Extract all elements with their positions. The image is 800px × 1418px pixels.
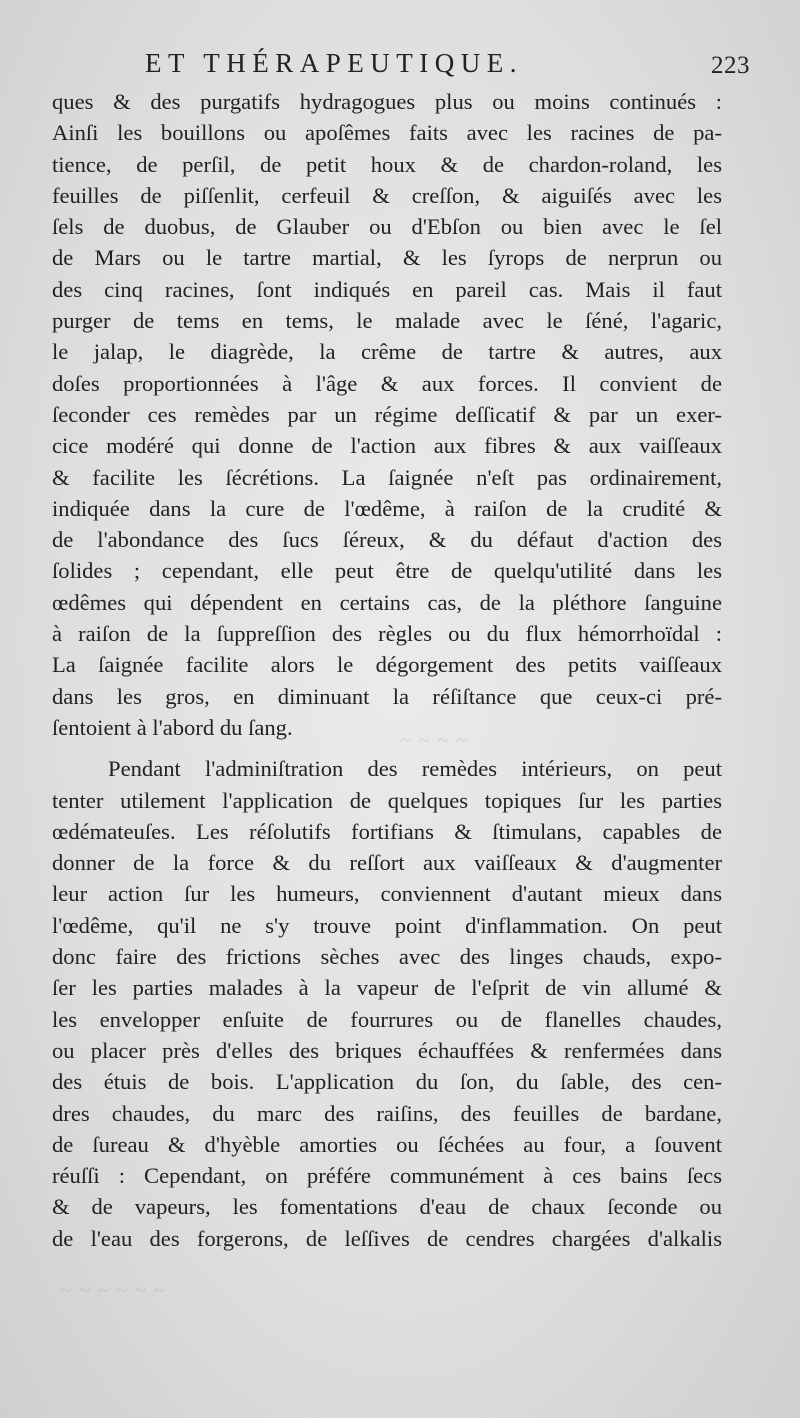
text-line: donner de la force & du reſſort aux vaiſſeaux & d'augmenter [52, 850, 722, 876]
text-line: de ſureau & d'hyèble amorties ou ſéchées au four, a ſouvent [52, 1131, 722, 1157]
body-text [52, 86, 722, 1254]
text-line: leur action ſur les humeurs, conviennent d'autant mieux dans [52, 881, 722, 907]
text-line: doſes proportionnées à l'âge & aux forces. Il convient de [52, 370, 722, 396]
text-line: le jalap, le diagrède, la crême de tartre & autres, aux [52, 339, 722, 365]
text-line: indiquée dans la cure de l'œdême, à raiſon de la crudité & [52, 495, 722, 521]
text-line: ou placer près d'elles des briques échauffées & renfermées dans [52, 1037, 722, 1063]
paragraph-1 [52, 86, 722, 743]
page-header [50, 44, 750, 88]
text-line: ſentoient à l'abord du ſang. [52, 714, 293, 740]
text-line: La ſaignée facilite alors le dégorgement des petits vaiſſeaux [52, 652, 722, 678]
text-line: & de vapeurs, les fomentations d'eau de chaux ſeconde ou [52, 1194, 722, 1220]
text-line: ſeconder ces remèdes par un régime deſſicatif & par un exer- [52, 401, 722, 427]
text-line: Ainſi les bouillons ou apoſêmes faits avec les racines de pa- [52, 120, 722, 146]
text-line: les envelopper enſuite de fourrures ou de flanelles chaudes, [52, 1006, 722, 1032]
show-through-smudge: ~ ~ ~ ~ [400, 728, 469, 752]
text-line: des cinq racines, ſont indiqués en pareil cas. Mais il faut [52, 276, 722, 302]
text-line: ſer les parties malades à la vapeur de l'eſprit de vin allumé & [52, 975, 722, 1001]
text-line: donc faire des frictions sèches avec des linges chauds, expo- [52, 944, 722, 970]
text-line: ſels de duobus, de Glauber ou d'Ebſon ou bien avec le ſel [52, 214, 722, 240]
text-line: à raiſon de la ſuppreſſion des règles ou du flux hémorrhoïdal : [52, 621, 722, 647]
text-line: œdêmes qui dépendent en certains cas, de la pléthore ſanguine [52, 589, 722, 615]
text-line: feuilles de piſſenlit, cerfeuil & creſſon, & aiguiſés avec les [52, 182, 722, 208]
text-line: Pendant l'adminiſtration des remèdes intérieurs, on peut [108, 756, 722, 782]
text-line: tenter utilement l'application de quelques topiques ſur les parties [52, 787, 722, 813]
text-line: ques & des purgatifs hydragogues plus ou moins continués : [52, 89, 722, 114]
text-line: purger de tems en tems, le malade avec le ſéné, l'agaric, [52, 308, 722, 334]
paragraph-2 [52, 753, 722, 1254]
text-line: des étuis de bois. L'application du ſon, du ſable, des cen- [52, 1069, 722, 1095]
text-line: de l'eau des forgerons, de leſſives de cendres chargées d'alkalis [52, 1225, 722, 1251]
show-through-smudge: ~ ~ ~ ~ ~ ~ [60, 1278, 166, 1302]
text-line: œdémateuſes. Les réſolutifs fortifians & ſtimulans, capables de [52, 818, 722, 844]
running-title: ET THÉRAPEUTIQUE. [145, 48, 523, 78]
page-number: 223 [711, 52, 750, 79]
text-line: ſolides ; cependant, elle peut être de quelqu'utilité dans les [52, 558, 722, 584]
text-line: dres chaudes, du marc des raiſins, des feuilles de bardane, [52, 1100, 722, 1126]
paragraph-gap [52, 743, 722, 753]
text-line: l'œdême, qu'il ne s'y trouve point d'inflammation. On peut [52, 912, 722, 938]
text-line: cice modéré qui donne de l'action aux fibres & aux vaiſſeaux [52, 433, 722, 459]
text-line: de l'abondance des ſucs ſéreux, & du défaut d'action des [52, 527, 722, 553]
text-line: dans les gros, en diminuant la réſiſtance que ceux-ci pré- [52, 683, 722, 709]
text-line: tience, de perſil, de petit houx & de chardon-roland, les [52, 151, 722, 177]
text-line: de Mars ou le tartre martial, & les ſyrops de nerprun ou [52, 245, 722, 271]
text-line: & facilite les ſécrétions. La ſaignée n'eſt pas ordinairement, [52, 464, 722, 490]
text-line: réuſſi : Cependant, on préfére communément à ces bains ſecs [52, 1163, 722, 1189]
